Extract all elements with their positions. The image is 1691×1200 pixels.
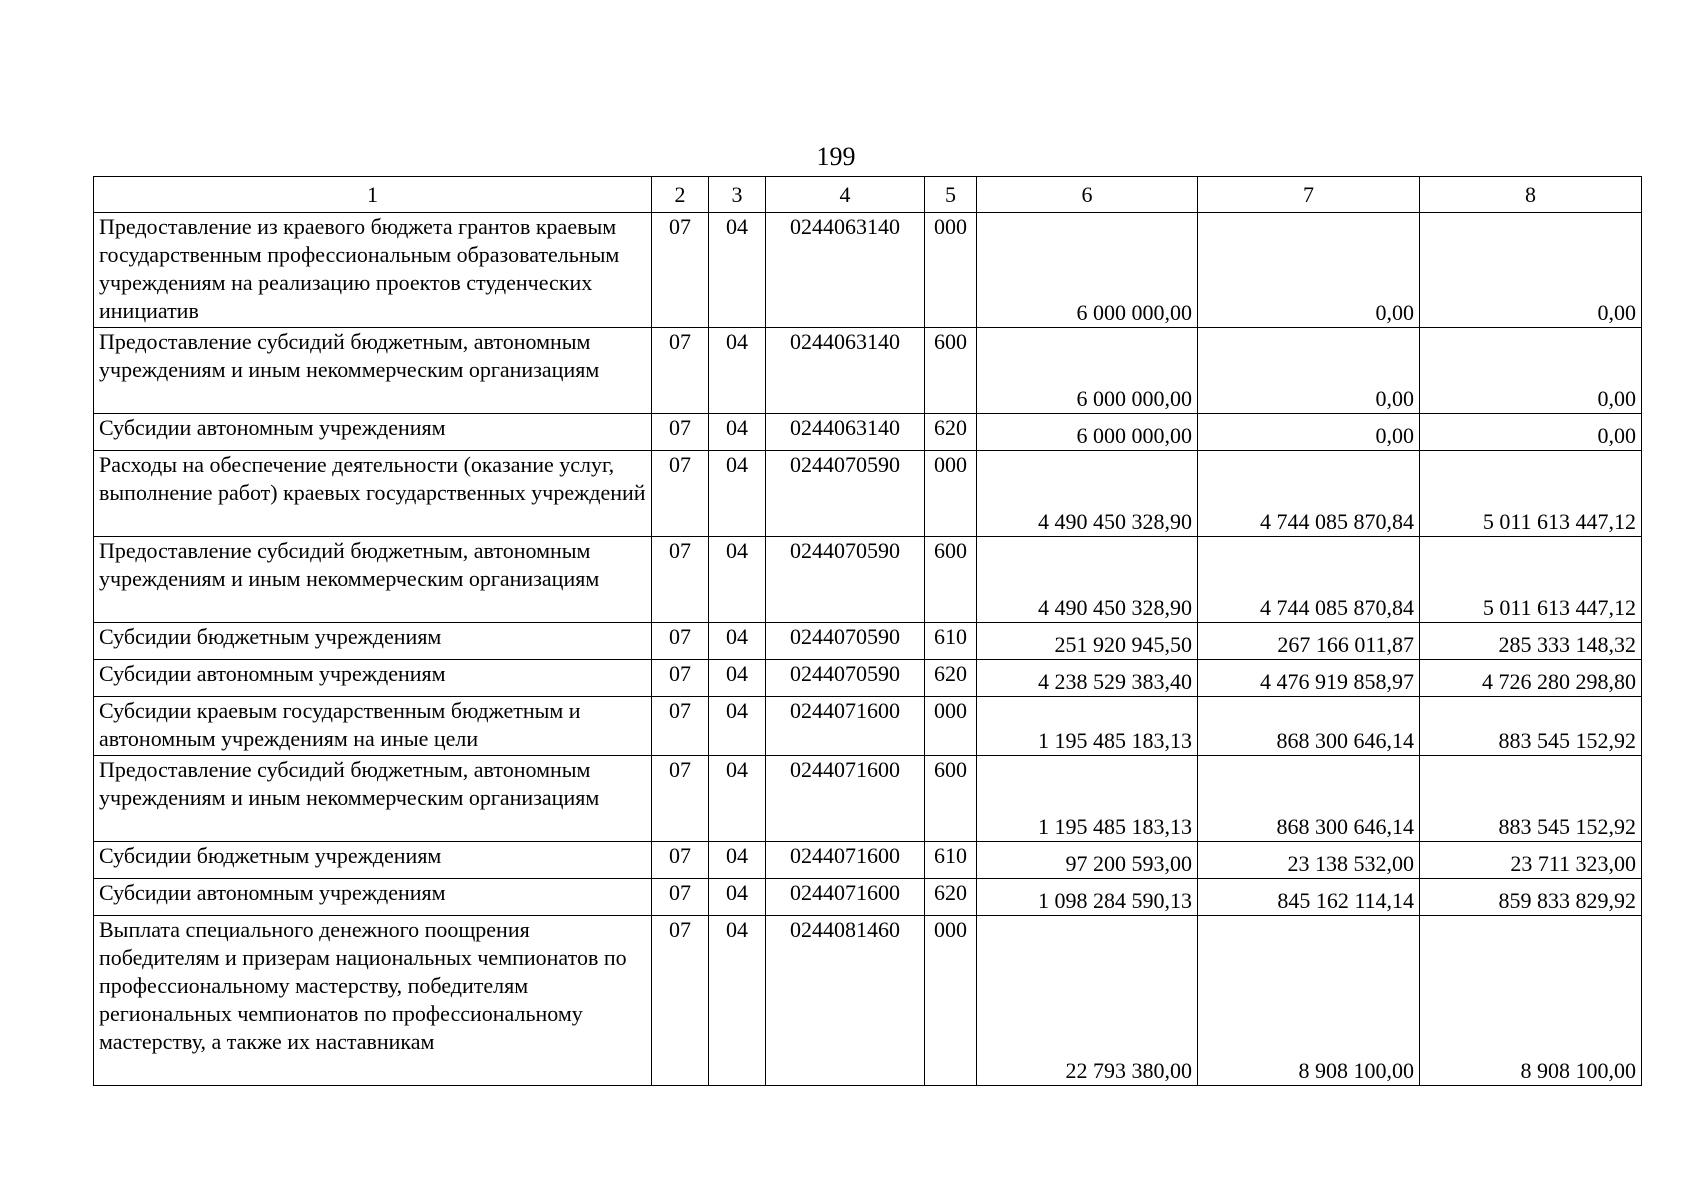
expense-type-code: 000	[925, 916, 977, 1086]
amount-column-8: 0,00	[1420, 328, 1642, 414]
target-article-code: 0244081460	[766, 916, 925, 1086]
section-code: 07	[652, 213, 709, 328]
row-description: Предоставление субсидий бюджетным, автономным учреждениям и иным некоммерческим организациям	[94, 756, 652, 842]
section-code: 07	[652, 414, 709, 451]
target-article-code: 0244063140	[766, 328, 925, 414]
subsection-code: 04	[709, 213, 766, 328]
row-description: Субсидии автономным учреждениям	[94, 414, 652, 451]
section-code: 07	[652, 756, 709, 842]
amount-column-6: 6 000 000,00	[977, 213, 1198, 328]
section-code: 07	[652, 842, 709, 879]
row-description: Предоставление из краевого бюджета грантов краевым государственным профессиональным образовательным учреждениям на реализацию проектов студенческих инициатив	[94, 213, 652, 328]
subsection-code: 04	[709, 414, 766, 451]
row-description: Субсидии автономным учреждениям	[94, 879, 652, 916]
table-row	[94, 414, 1642, 451]
subsection-code: 04	[709, 660, 766, 697]
amount-column-7: 4 744 085 870,84	[1198, 537, 1420, 623]
amount-column-6: 1 195 485 183,13	[977, 697, 1198, 756]
amount-column-8: 883 545 152,92	[1420, 697, 1642, 756]
amount-column-7: 868 300 646,14	[1198, 697, 1420, 756]
section-code: 07	[652, 537, 709, 623]
expense-type-code: 620	[925, 879, 977, 916]
amount-column-6: 1 098 284 590,13	[977, 879, 1198, 916]
row-description: Субсидии бюджетным учреждениям	[94, 623, 652, 660]
expense-type-code: 000	[925, 213, 977, 328]
table-header-row	[94, 177, 1642, 213]
amount-column-8: 859 833 829,92	[1420, 879, 1642, 916]
amount-column-8: 0,00	[1420, 213, 1642, 328]
target-article-code: 0244063140	[766, 414, 925, 451]
expense-type-code: 620	[925, 660, 977, 697]
amount-column-8: 285 333 148,32	[1420, 623, 1642, 660]
section-code: 07	[652, 328, 709, 414]
amount-column-6: 6 000 000,00	[977, 414, 1198, 451]
amount-column-8: 4 726 280 298,80	[1420, 660, 1642, 697]
expense-type-code: 600	[925, 537, 977, 623]
amount-column-6: 1 195 485 183,13	[977, 756, 1198, 842]
subsection-code: 04	[709, 756, 766, 842]
amount-column-7: 845 162 114,14	[1198, 879, 1420, 916]
amount-column-6: 4 490 450 328,90	[977, 537, 1198, 623]
subsection-code: 04	[709, 879, 766, 916]
amount-column-7: 0,00	[1198, 328, 1420, 414]
row-description: Предоставление субсидий бюджетным, автономным учреждениям и иным некоммерческим организациям	[94, 328, 652, 414]
subsection-code: 04	[709, 537, 766, 623]
amount-column-7: 23 138 532,00	[1198, 842, 1420, 879]
column-header: 4	[766, 177, 925, 213]
subsection-code: 04	[709, 451, 766, 537]
expense-type-code: 610	[925, 842, 977, 879]
amount-column-8: 8 908 100,00	[1420, 916, 1642, 1086]
amount-column-8: 5 011 613 447,12	[1420, 537, 1642, 623]
amount-column-6: 4 238 529 383,40	[977, 660, 1198, 697]
expense-type-code: 600	[925, 328, 977, 414]
row-description: Субсидии бюджетным учреждениям	[94, 842, 652, 879]
amount-column-6: 6 000 000,00	[977, 328, 1198, 414]
target-article-code: 0244070590	[766, 660, 925, 697]
section-code: 07	[652, 451, 709, 537]
target-article-code: 0244071600	[766, 697, 925, 756]
amount-column-7: 0,00	[1198, 213, 1420, 328]
subsection-code: 04	[709, 916, 766, 1086]
table-row	[94, 879, 1642, 916]
target-article-code: 0244071600	[766, 756, 925, 842]
target-article-code: 0244070590	[766, 451, 925, 537]
amount-column-6: 22 793 380,00	[977, 916, 1198, 1086]
subsection-code: 04	[709, 623, 766, 660]
table-row	[94, 916, 1642, 1086]
amount-column-7: 267 166 011,87	[1198, 623, 1420, 660]
section-code: 07	[652, 697, 709, 756]
budget-table	[93, 176, 1642, 1086]
subsection-code: 04	[709, 842, 766, 879]
row-description: Субсидии краевым государственным бюджетным и автономным учреждениям на иные цели	[94, 697, 652, 756]
row-description: Субсидии автономным учреждениям	[94, 660, 652, 697]
table-row	[94, 842, 1642, 879]
table-row	[94, 623, 1642, 660]
amount-column-7: 8 908 100,00	[1198, 916, 1420, 1086]
expense-type-code: 620	[925, 414, 977, 451]
column-header: 3	[709, 177, 766, 213]
row-description: Расходы на обеспечение деятельности (оказание услуг, выполнение работ) краевых государственных учреждений	[94, 451, 652, 537]
amount-column-7: 868 300 646,14	[1198, 756, 1420, 842]
table-row	[94, 660, 1642, 697]
amount-column-8: 5 011 613 447,12	[1420, 451, 1642, 537]
column-header: 8	[1420, 177, 1642, 213]
table-row	[94, 451, 1642, 537]
expense-type-code: 600	[925, 756, 977, 842]
table-row	[94, 213, 1642, 328]
amount-column-8: 0,00	[1420, 414, 1642, 451]
amount-column-7: 4 476 919 858,97	[1198, 660, 1420, 697]
column-header: 7	[1198, 177, 1420, 213]
target-article-code: 0244070590	[766, 623, 925, 660]
table-row	[94, 697, 1642, 756]
amount-column-6: 251 920 945,50	[977, 623, 1198, 660]
expense-type-code: 000	[925, 451, 977, 537]
column-header: 5	[925, 177, 977, 213]
table-row	[94, 537, 1642, 623]
amount-column-8: 883 545 152,92	[1420, 756, 1642, 842]
target-article-code: 0244071600	[766, 879, 925, 916]
amount-column-8: 23 711 323,00	[1420, 842, 1642, 879]
amount-column-7: 4 744 085 870,84	[1198, 451, 1420, 537]
target-article-code: 0244063140	[766, 213, 925, 328]
amount-column-7: 0,00	[1198, 414, 1420, 451]
section-code: 07	[652, 660, 709, 697]
section-code: 07	[652, 623, 709, 660]
section-code: 07	[652, 879, 709, 916]
expense-type-code: 000	[925, 697, 977, 756]
expense-type-code: 610	[925, 623, 977, 660]
column-header: 6	[977, 177, 1198, 213]
amount-column-6: 4 490 450 328,90	[977, 451, 1198, 537]
section-code: 07	[652, 916, 709, 1086]
row-description: Предоставление субсидий бюджетным, автономным учреждениям и иным некоммерческим организациям	[94, 537, 652, 623]
target-article-code: 0244071600	[766, 842, 925, 879]
page-number: 199	[816, 142, 856, 171]
column-header: 1	[94, 177, 652, 213]
target-article-code: 0244070590	[766, 537, 925, 623]
amount-column-6: 97 200 593,00	[977, 842, 1198, 879]
subsection-code: 04	[709, 328, 766, 414]
column-header: 2	[652, 177, 709, 213]
table-row	[94, 756, 1642, 842]
table-row	[94, 328, 1642, 414]
row-description: Выплата специального денежного поощрения победителям и призерам национальных чемпионатов по профессиональному мастерству, победителям региональных чемпионатов по профессиональному мастерству, а также их наставникам	[94, 916, 652, 1086]
subsection-code: 04	[709, 697, 766, 756]
